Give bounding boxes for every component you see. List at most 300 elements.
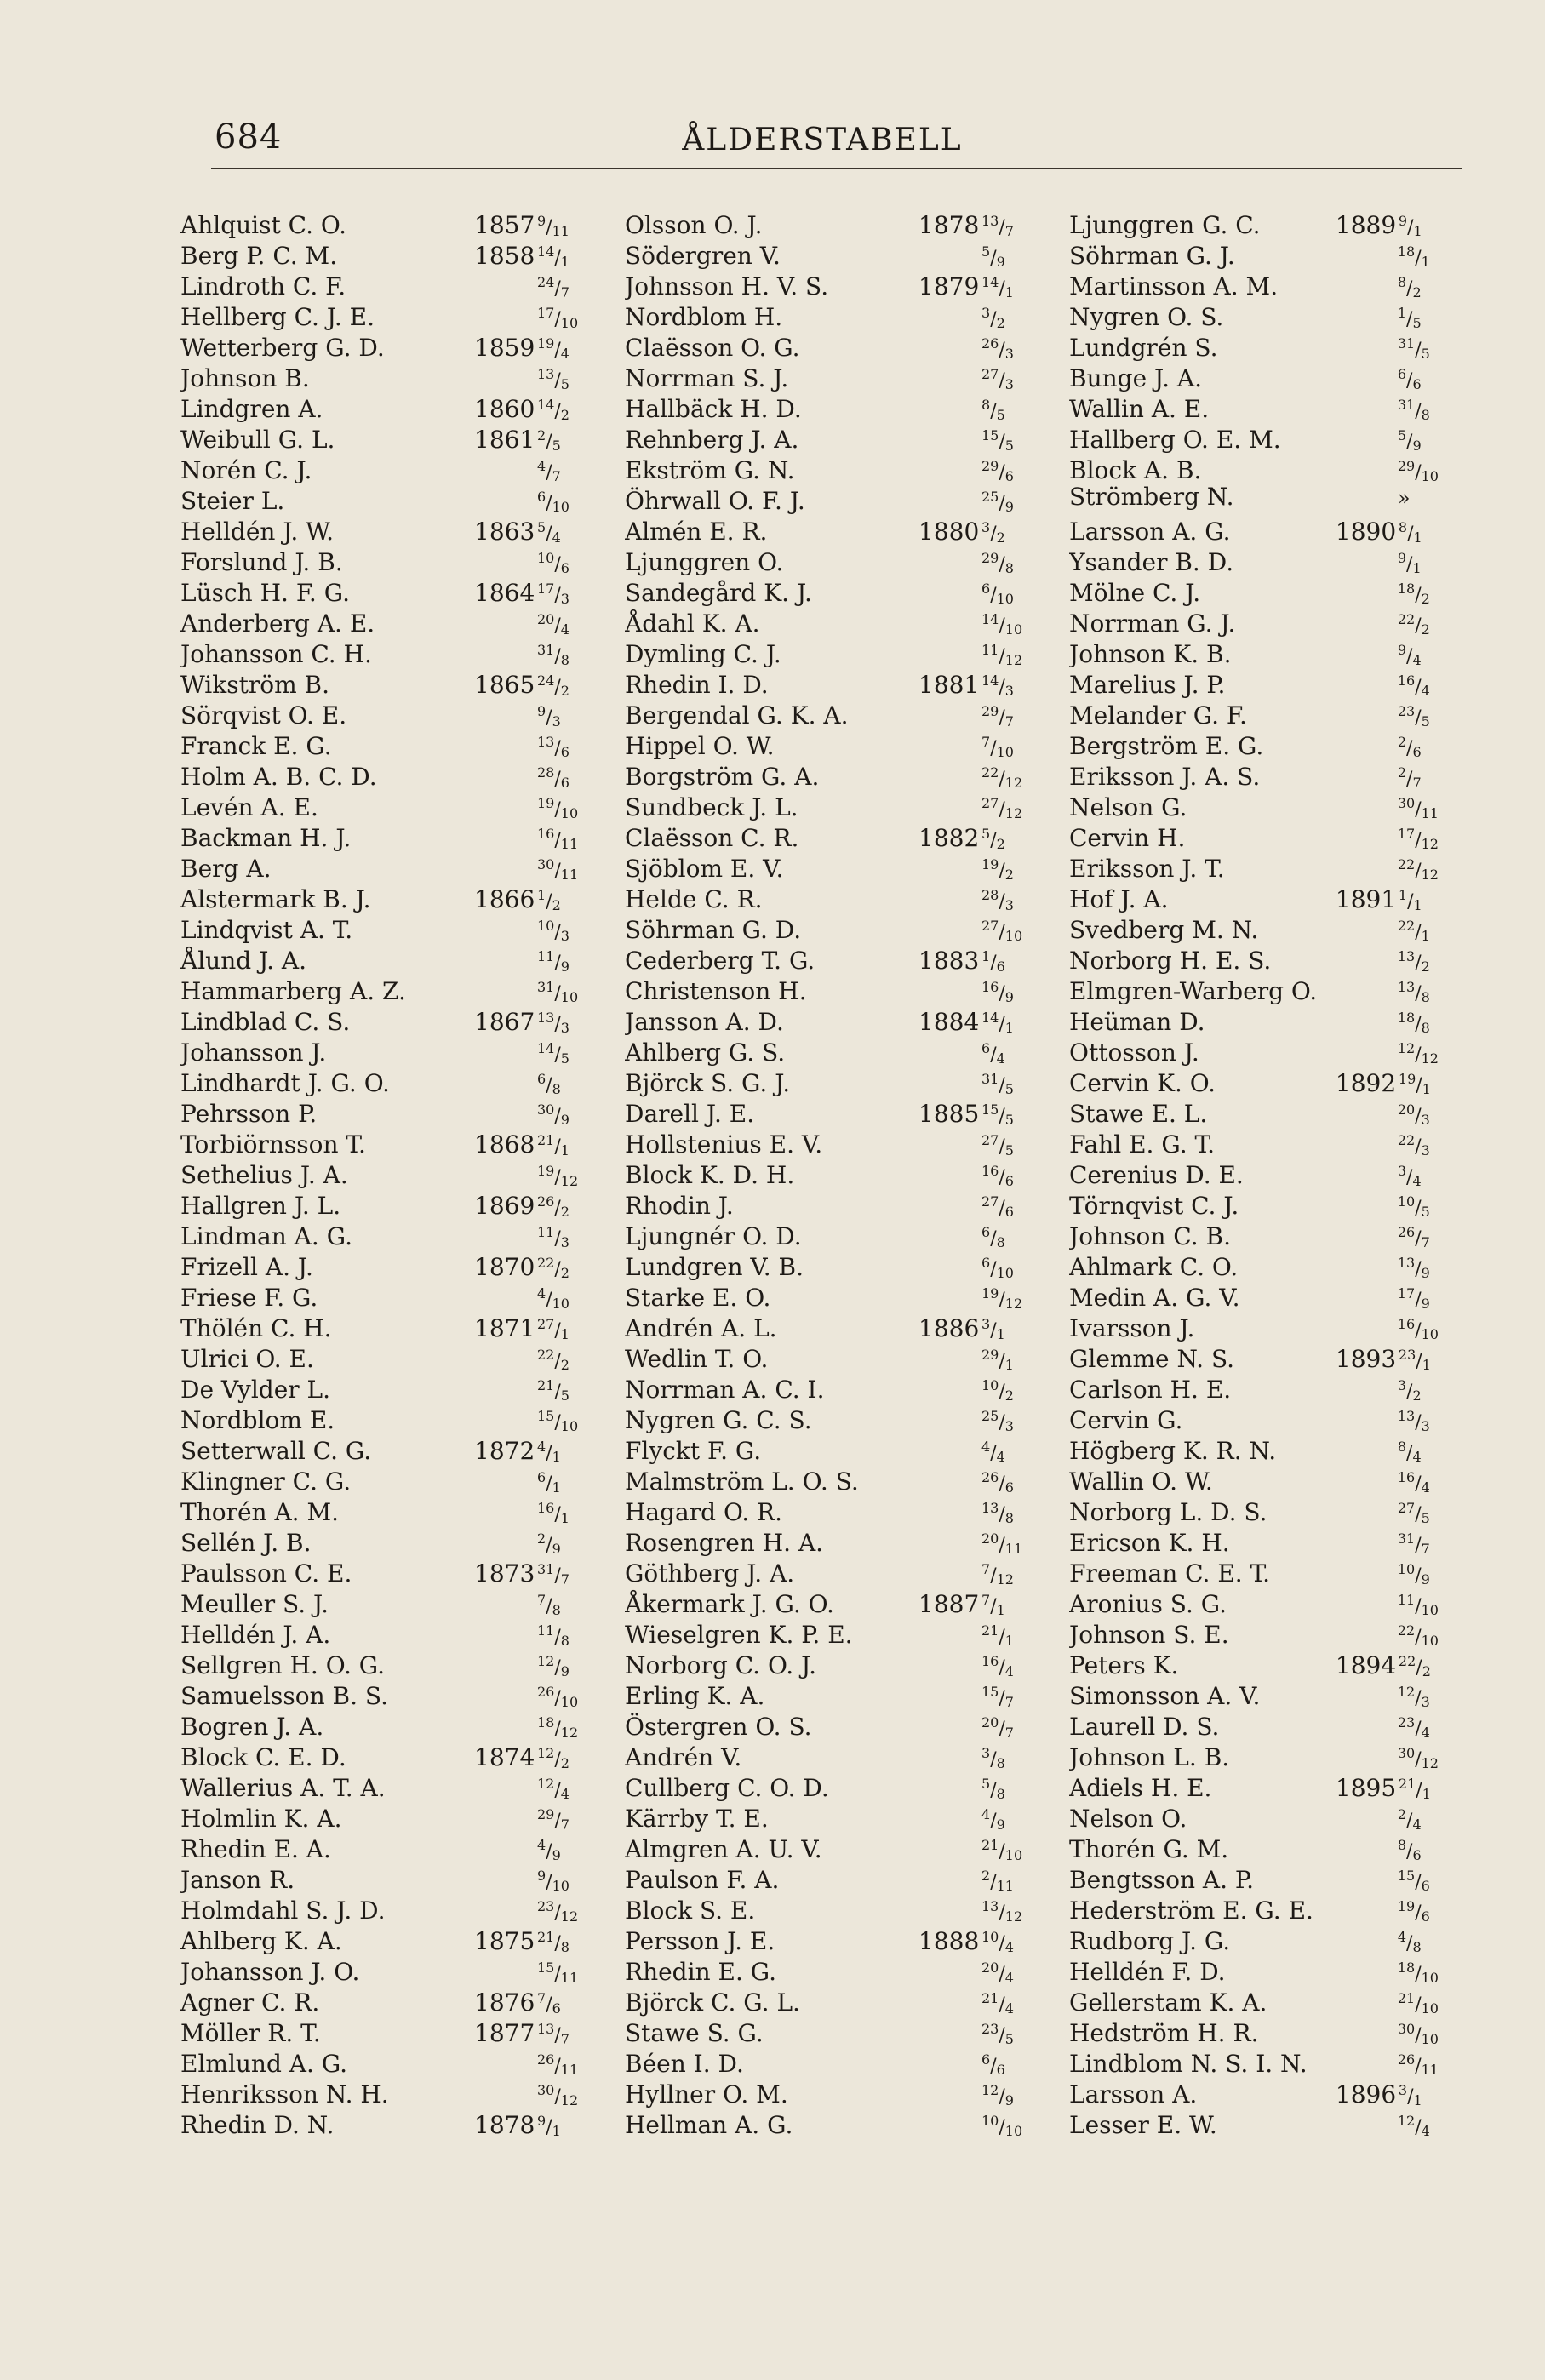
entry-name: Setterwall C. G. (180, 1436, 372, 1465)
entry-name: Kärrby T. E. (625, 1804, 769, 1833)
entry-date: $^{16}$/4 (981, 1653, 1014, 1679)
list-item (625, 298, 1069, 329)
list-item (180, 1616, 625, 1649)
entry-date: $^{31}$/7 (537, 1561, 569, 1588)
entry-name: Rhedin I. D. (625, 670, 769, 699)
entry-name: Martinsson A. M. (1069, 272, 1279, 300)
entry-year: 1877 (474, 2018, 535, 2047)
entry-date: $^{16}$/10 (1397, 1316, 1439, 1342)
list-item (1069, 1248, 1464, 1279)
entry-name: Johansson J. O. (180, 1957, 360, 1986)
entry-date: $^3$/8 (981, 1745, 1005, 1771)
entry-name: Ericson K. H. (1069, 1528, 1230, 1557)
list-item (1069, 1340, 1464, 1373)
entry-year: 1861 (474, 425, 535, 454)
list-item (625, 1646, 1069, 1677)
list-item (180, 1340, 625, 1373)
entry-date: $^2$/11 (981, 1868, 1014, 1894)
entry-date: $^{15}$/7 (981, 1684, 1014, 1710)
entry-year: 1894 (1335, 1651, 1397, 1679)
entry-name: Sandegård K. J. (625, 578, 812, 607)
list-item (625, 574, 1069, 607)
entry-name: Wieselgren K. P. E. (625, 1620, 853, 1649)
list-item (1069, 1187, 1464, 1220)
entry-date: $^8$/4 (1397, 1439, 1422, 1465)
list-item (1069, 1156, 1464, 1187)
entry-date: $^5$/8 (981, 1776, 1005, 1802)
list-item (625, 1370, 1069, 1404)
entry-date: $^{15}$/11 (537, 1959, 579, 1986)
list-item (1069, 359, 1464, 390)
list-item (180, 1493, 625, 1524)
entry-date: $^6$/10 (981, 1255, 1014, 1281)
list-item (180, 2045, 625, 2078)
entry-date: $^5$/9 (981, 243, 1005, 270)
entry-name: Åkermark J. G. O. (625, 1589, 834, 1618)
list-item (1069, 421, 1464, 454)
entry-date: $^5$/2 (981, 826, 1005, 852)
entry-date: $^{31}$/8 (1397, 397, 1430, 423)
entry-name: Jansson A. D. (625, 1007, 784, 1036)
entry-name: Sjöblom E. V. (625, 854, 784, 883)
entry-name: Johnson B. (180, 363, 310, 392)
list-item (625, 941, 1069, 975)
entry-date: $^{30}$/12 (1397, 1745, 1439, 1771)
list-item (180, 1738, 625, 1769)
list-item (180, 267, 625, 298)
entry-name: Hyllner O. M. (625, 2080, 788, 2108)
entry-date: $^2$/7 (1397, 764, 1422, 791)
list-item (1069, 1830, 1464, 1861)
entry-date: $^3$/1 (981, 1316, 1005, 1342)
list-item (625, 1064, 1069, 1095)
entry-date: $^6$/8 (537, 1071, 561, 1097)
entry-name: Nygren G. C. S. (625, 1405, 812, 1434)
entry-name: Helldén F. D. (1069, 1957, 1226, 1986)
entry-date: $^{31}$/5 (1397, 335, 1430, 362)
entry-name: Block S. E. (625, 1896, 756, 1925)
entry-name: Backman H. J. (180, 823, 352, 852)
list-item (180, 451, 625, 482)
entry-name: Björck C. G. L. (625, 1988, 800, 2017)
entry-date: $^{13}$/6 (537, 734, 569, 760)
list-item (625, 758, 1069, 791)
entry-name: Darell J. E. (625, 1099, 755, 1128)
page-number: 684 (215, 117, 283, 157)
entry-date: $^{12}$/9 (981, 2082, 1014, 2108)
list-item (180, 1248, 625, 1279)
entry-name: Ysander B. D. (1069, 547, 1234, 576)
entry-date: $^{31}$/5 (981, 1071, 1014, 1097)
list-item (625, 972, 1069, 1003)
entry-name: Johansson C. H. (180, 639, 372, 668)
entry-name: Södergren V. (625, 241, 781, 270)
entry-date: $^{12}$/4 (1397, 2113, 1430, 2139)
entry-date: $^6$/1 (537, 1469, 561, 1496)
list-item (625, 2106, 1069, 2137)
list-item (180, 1922, 625, 1953)
list-item (1069, 1983, 1464, 2017)
list-item (180, 237, 625, 270)
entry-year: 1883 (918, 946, 980, 975)
entry-year: 1863 (474, 517, 535, 546)
entry-date: $^{10}$/6 (537, 550, 569, 576)
entry-name: Högberg K. R. N. (1069, 1436, 1277, 1465)
entry-date: $^{25}$/3 (981, 1408, 1014, 1434)
entry-name: Almén E. R. (625, 517, 768, 546)
list-item (625, 1125, 1069, 1159)
entry-name: Cederberg T. G. (625, 946, 815, 975)
entry-name: Sethelius J. A. (180, 1160, 348, 1189)
entry-name: Wedlin T. O. (625, 1344, 769, 1373)
entry-date: $^7$/8 (537, 1592, 561, 1618)
entry-year: 1868 (474, 1130, 535, 1159)
list-item (1069, 329, 1464, 362)
entry-date: $^{10}$/5 (1397, 1193, 1430, 1220)
entry-name: Rehnberg J. A. (625, 425, 799, 454)
page-title: ÅLDERSTABELL (682, 123, 963, 157)
list-item (180, 543, 625, 574)
entry-date: $^{10}$/3 (537, 918, 569, 944)
entry-name: Ljunggren O. (625, 547, 784, 576)
list-item (625, 359, 1069, 390)
list-item (180, 666, 625, 699)
entry-name: Peters K. (1069, 1651, 1179, 1679)
entry-date: $^{14}$/1 (981, 1010, 1014, 1036)
entry-name: Janson R. (180, 1865, 295, 1894)
entry-date: $^{24}$/7 (537, 274, 569, 300)
list-item (180, 788, 625, 819)
list-item (1069, 2075, 1464, 2106)
entry-name: Holmlin K. A. (180, 1804, 342, 1833)
list-item (625, 911, 1069, 944)
list-item (1069, 543, 1464, 574)
entry-name: Frizell A. J. (180, 1252, 313, 1281)
entry-name: Sörqvist O. E. (180, 701, 347, 729)
list-item (180, 298, 625, 329)
entry-date: $^4$/9 (981, 1806, 1005, 1833)
entry-date: $^{23}$/4 (1397, 1714, 1430, 1741)
entry-date: $^{17}$/12 (1397, 826, 1439, 852)
entry-date: $^3$/1 (1398, 2082, 1422, 2108)
entry-name: Norrman A. C. I. (625, 1375, 825, 1404)
entry-date: $^{23}$/5 (1397, 703, 1430, 729)
entry-date: $^{19}$/12 (981, 1285, 1023, 1312)
table-column-1 (180, 206, 625, 2137)
entry-name: Almgren A. U. V. (625, 1834, 822, 1863)
entry-date: $^{13}$/7 (981, 213, 1014, 239)
entry-date: $^{14}$/10 (981, 611, 1023, 638)
list-item (625, 696, 1069, 727)
list-item (1069, 819, 1464, 850)
entry-date: $^4$/4 (981, 1439, 1005, 1465)
entry-year: 1886 (918, 1313, 980, 1342)
list-item (625, 237, 1069, 270)
entry-name: Helldén J. A. (180, 1620, 331, 1649)
entry-name: Hedström H. R. (1069, 2018, 1259, 2047)
list-item (1069, 911, 1464, 944)
entry-name: Persson J. E. (625, 1926, 775, 1955)
entry-year: 1859 (474, 333, 535, 362)
list-item (625, 727, 1069, 758)
entry-year: 1871 (474, 1313, 535, 1342)
list-item (1069, 666, 1464, 699)
entry-year: 1873 (474, 1559, 535, 1588)
entry-name: Claësson C. R. (625, 823, 799, 852)
entry-date: $^{13}$/3 (537, 1010, 569, 1036)
list-item (625, 1003, 1069, 1036)
list-item (625, 1187, 1069, 1220)
entry-name: Nelson O. (1069, 1804, 1187, 1833)
entry-date: $^2$/9 (537, 1530, 561, 1557)
list-item (625, 390, 1069, 421)
list-item (625, 1861, 1069, 1894)
entry-date: $^6$/8 (981, 1224, 1005, 1250)
list-item (1069, 1799, 1464, 1833)
entry-name: Bengtsson A. P. (1069, 1865, 1254, 1894)
entry-date: $^1$/2 (537, 887, 561, 913)
entry-year: 1867 (474, 1007, 535, 1036)
entry-name: Simonsson A. V. (1069, 1681, 1261, 1710)
list-item (625, 1493, 1069, 1524)
entry-year: 1896 (1335, 2080, 1397, 2108)
entry-name: Andrén A. L. (625, 1313, 777, 1342)
entry-name: Nelson G. (1069, 792, 1187, 821)
list-item (180, 512, 625, 546)
entry-date: $^{13}$/8 (981, 1500, 1014, 1526)
entry-date: $^{21}$/10 (1397, 1990, 1439, 2017)
list-item (1069, 1309, 1464, 1340)
entry-name: Holmdahl S. J. D. (180, 1896, 386, 1925)
entry-name: Steier L. (180, 486, 285, 515)
list-item (625, 1983, 1069, 2017)
entry-year: 1882 (918, 823, 980, 852)
entry-date: $^{30}$/11 (537, 856, 579, 883)
page-header (180, 117, 1464, 169)
list-item (1069, 1861, 1464, 1894)
entry-date: $^3$/2 (1397, 1377, 1422, 1404)
header-rule (211, 168, 1462, 169)
entry-name: Lindroth C. F. (180, 272, 346, 300)
entry-date: $^{13}$/3 (1397, 1408, 1430, 1434)
list-item (625, 635, 1069, 666)
list-item (180, 1125, 625, 1159)
entry-name: Heüman D. (1069, 1007, 1205, 1036)
entry-name: Agner C. R. (180, 1988, 320, 2017)
list-item (1069, 512, 1464, 546)
entry-name: Block K. D. H. (625, 1160, 795, 1189)
entry-date: $^{14}$/3 (981, 672, 1014, 699)
list-item (180, 941, 625, 975)
entry-date: $^{17}$/9 (1397, 1285, 1430, 1312)
entry-date: $^{22}$/12 (1397, 856, 1439, 883)
entry-year: 1857 (474, 210, 535, 239)
entry-name: Forslund J. B. (180, 547, 343, 576)
entry-date: $^{29}$/1 (981, 1347, 1014, 1373)
list-item (180, 1370, 625, 1404)
list-item (180, 850, 625, 883)
list-item (625, 1279, 1069, 1312)
list-item (180, 2014, 625, 2045)
entry-name: Norborg H. E. S. (1069, 946, 1272, 975)
entry-date: $^{23}$/12 (537, 1898, 579, 1925)
list-item (625, 666, 1069, 699)
entry-date: $^{19}$/2 (981, 856, 1014, 883)
entry-name: Samuelsson B. S. (180, 1681, 388, 1710)
entry-name: Strömberg N. (1069, 483, 1234, 511)
entry-name: Cervin G. (1069, 1405, 1183, 1434)
entry-name: Olsson O. J. (625, 210, 763, 239)
entry-date: $^{21}$/1 (1398, 1776, 1431, 1802)
entry-name: Hederström E. G. E. (1069, 1896, 1313, 1925)
list-item (625, 482, 1069, 515)
entry-name: Hagard O. R. (625, 1497, 783, 1526)
entry-year: 1858 (474, 241, 535, 270)
list-item (180, 819, 625, 850)
entry-name: Block C. E. D. (180, 1742, 346, 1771)
entry-name: Rhedin E. A. (180, 1834, 331, 1863)
entry-name: Erling K. A. (625, 1681, 765, 1710)
list-item (180, 206, 625, 237)
list-item (1069, 1769, 1464, 1802)
entry-date: $^5$/4 (537, 519, 561, 546)
list-item (1069, 1922, 1464, 1953)
entry-year: 1864 (474, 578, 535, 607)
entry-date: $^{13}$/9 (1397, 1255, 1430, 1281)
entry-date: $^2$/6 (1397, 734, 1422, 760)
list-item (625, 1432, 1069, 1465)
entry-name: Aronius S. G. (1069, 1589, 1227, 1618)
entry-date: $^{26}$/11 (537, 2051, 579, 2078)
list-item (180, 911, 625, 944)
list-item (1069, 788, 1464, 819)
entry-date: $^{19}$/12 (537, 1163, 579, 1189)
entry-date: $^{11}$/9 (537, 948, 569, 975)
entry-date: $^{22}$/12 (981, 764, 1023, 791)
list-item (1069, 1616, 1464, 1649)
entry-date: $^9$/3 (537, 703, 561, 729)
entry-date: $^9$/1 (1398, 213, 1422, 239)
list-item (625, 267, 1069, 298)
entry-date: $^{30}$/9 (537, 1101, 569, 1128)
entry-date: $^{22}$/2 (1398, 1653, 1431, 1679)
entry-name: Henriksson N. H. (180, 2080, 389, 2108)
entry-date: $^{16}$/11 (537, 826, 579, 852)
list-item (1069, 1585, 1464, 1616)
list-item (625, 1554, 1069, 1588)
list-item (180, 2106, 625, 2137)
entry-date: $^1$/5 (1397, 305, 1422, 331)
entry-date: $^{14}$/2 (537, 397, 569, 423)
entry-name: Wallerius A. T. A. (180, 1773, 386, 1802)
entry-name: Rhodin J. (625, 1191, 734, 1220)
list-item (1069, 2014, 1464, 2045)
entry-date: $^7$/6 (537, 1990, 561, 2017)
entry-name: Ahlberg K. A. (180, 1926, 342, 1955)
entry-name: Johnson K. B. (1069, 639, 1232, 668)
entry-name: Hallgren J. L. (180, 1191, 341, 1220)
entry-year: 1888 (918, 1926, 980, 1955)
entry-name: Lindman A. G. (180, 1221, 352, 1250)
list-item (625, 1401, 1069, 1432)
list-item (1069, 1432, 1464, 1465)
entry-year: 1878 (474, 2110, 535, 2139)
entry-name: Lindblom N. S. I. N. (1069, 2049, 1308, 2078)
list-item (180, 1708, 625, 1741)
entry-name: Alstermark B. J. (180, 884, 371, 913)
entry-date: $^{25}$/9 (981, 489, 1014, 515)
list-item (625, 1309, 1069, 1340)
list-item (1069, 1524, 1464, 1557)
list-item (180, 972, 625, 1003)
list-item (1069, 1217, 1464, 1248)
entry-date: $^{30}$/10 (1397, 2021, 1439, 2047)
entry-name: Hof J. A. (1069, 884, 1169, 913)
entry-date: $^{20}$/7 (981, 1714, 1014, 1741)
entry-date: $^6$/6 (1397, 366, 1422, 392)
list-item (1069, 1953, 1464, 1986)
list-item (625, 421, 1069, 454)
entry-name: Melander G. F. (1069, 701, 1247, 729)
list-item (625, 2045, 1069, 2078)
list-item (1069, 1279, 1464, 1312)
list-item (1069, 1891, 1464, 1925)
list-item (1069, 1677, 1464, 1708)
entry-name: Malmström L. O. S. (625, 1467, 859, 1496)
list-item (1069, 267, 1464, 298)
entry-name: Sundbeck J. L. (625, 792, 798, 821)
entry-date: $^{18}$/2 (1397, 581, 1430, 607)
entry-date: $^{15}$/10 (537, 1408, 579, 1434)
entry-name: Lindhardt J. G. O. (180, 1068, 390, 1097)
entry-date: $^{10}$/2 (981, 1377, 1014, 1404)
entry-name: Thölén C. H. (180, 1313, 332, 1342)
list-item (625, 543, 1069, 574)
list-item (1069, 482, 1464, 512)
entry-year: 1876 (474, 1988, 535, 2017)
entry-name: Lindblad C. S. (180, 1007, 351, 1036)
entry-date: $^{12}$/9 (537, 1653, 569, 1679)
list-item (625, 512, 1069, 546)
list-item (180, 1799, 625, 1833)
list-item (180, 1432, 625, 1465)
entry-name: Svedberg M. N. (1069, 915, 1259, 944)
entry-year: 1893 (1335, 1344, 1397, 1373)
entry-date: $^{28}$/3 (981, 887, 1014, 913)
entry-name: Berg A. (180, 854, 272, 883)
list-item (180, 1064, 625, 1095)
entry-date: $^8$/5 (981, 397, 1005, 423)
list-item (1069, 635, 1464, 666)
entry-name: Bergström E. G. (1069, 731, 1264, 760)
entry-name: Glemme N. S. (1069, 1344, 1235, 1373)
entry-date: $^9$/10 (537, 1868, 569, 1894)
entry-name: Cullberg C. O. D. (625, 1773, 829, 1802)
entry-name: Friese F. G. (180, 1283, 318, 1312)
list-item (180, 1401, 625, 1432)
list-item (180, 1033, 625, 1067)
entry-date: $^{16}$/4 (1397, 1469, 1430, 1496)
entry-date: $^{22}$/2 (1397, 611, 1430, 638)
entry-name: Norborg L. D. S. (1069, 1497, 1267, 1526)
entry-date: $^{27}$/5 (1397, 1500, 1430, 1526)
entry-date: $^{29}$/6 (981, 458, 1014, 484)
entry-year: 1892 (1335, 1068, 1397, 1097)
list-item (1069, 298, 1464, 329)
entry-year: 1884 (918, 1007, 980, 1036)
entry-date: $^4$/9 (537, 1837, 561, 1863)
entry-name: Levén A. E. (180, 792, 318, 821)
